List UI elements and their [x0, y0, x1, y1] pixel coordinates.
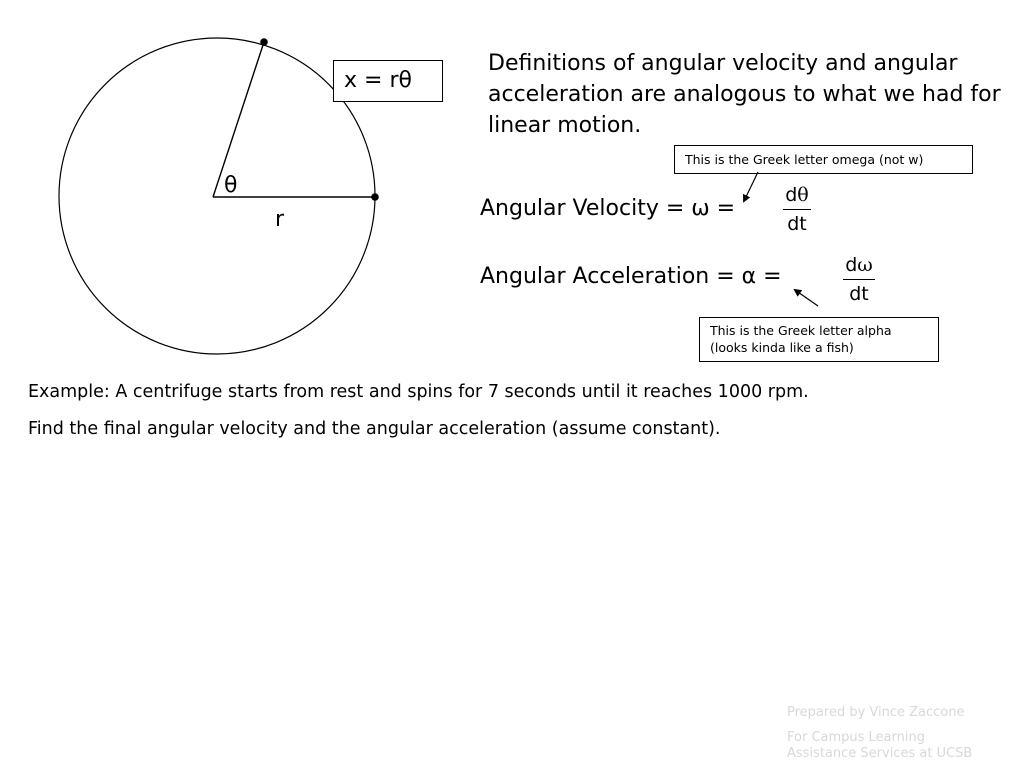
- example-line-1: Example: A centrifuge starts from rest and spins for 7 seconds until it reaches 1000 rpm.: [28, 382, 809, 402]
- alpha-note-line2: (looks kinda like a fish): [710, 340, 854, 355]
- arc-length-formula: x = rθ: [344, 68, 412, 93]
- velocity-num-d: d: [785, 184, 798, 206]
- velocity-num-var: θ: [797, 184, 809, 206]
- acceleration-num-d: d: [845, 254, 858, 276]
- omega-arrow: [744, 172, 758, 201]
- example-line-2: Find the final angular velocity and the angular acceleration (assume constant).: [28, 419, 721, 439]
- footer-author: Prepared by Vince Zaccone: [787, 705, 965, 720]
- intro-text: Definitions of angular velocity and angular acceleration are analogous to what we had for linear motion.: [488, 51, 1001, 138]
- acceleration-denominator: dt: [849, 283, 869, 305]
- footer-org-line1: For Campus Learning: [787, 730, 925, 745]
- alpha-note-line1: This is the Greek letter alpha: [710, 323, 892, 338]
- angular-acceleration-equation: Angular Acceleration = α =: [480, 264, 782, 289]
- omega-note-text: This is the Greek letter omega (not w): [685, 152, 924, 167]
- alpha-arrow: [795, 290, 818, 306]
- footer-org-line2: Assistance Services at UCSB: [787, 746, 973, 761]
- radius-label: r: [275, 207, 285, 232]
- acceleration-num-var: ω: [857, 254, 873, 276]
- velocity-denominator: dt: [787, 213, 807, 235]
- theta-label: θ: [224, 173, 238, 198]
- angular-velocity-equation: Angular Velocity = ω =: [480, 196, 736, 221]
